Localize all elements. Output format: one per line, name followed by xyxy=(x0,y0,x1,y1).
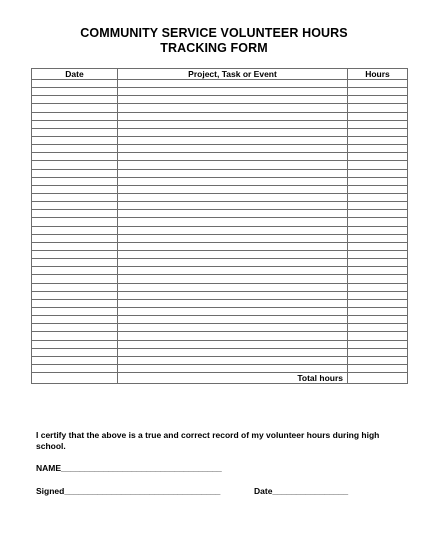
table-row xyxy=(32,259,408,267)
table-row xyxy=(32,299,408,307)
table-row xyxy=(32,161,408,169)
hours-cell[interactable] xyxy=(348,259,408,267)
table-row xyxy=(32,185,408,193)
column-header-hours: Hours xyxy=(348,69,408,80)
hours-cell[interactable] xyxy=(348,242,408,250)
column-header-project: Project, Task or Event xyxy=(118,69,348,80)
table-row xyxy=(32,348,408,356)
table-row xyxy=(32,275,408,283)
hours-cell[interactable] xyxy=(348,145,408,153)
hours-cell[interactable] xyxy=(348,299,408,307)
project-cell[interactable] xyxy=(118,364,348,372)
hours-cell[interactable] xyxy=(348,267,408,275)
hours-cell[interactable] xyxy=(348,316,408,324)
table-row xyxy=(32,234,408,242)
date-cell[interactable] xyxy=(32,88,118,96)
total-hours-cell[interactable] xyxy=(348,373,408,384)
form-title-line-1: COMMUNITY SERVICE VOLUNTEER HOURS xyxy=(80,26,348,40)
date-cell[interactable] xyxy=(32,250,118,258)
signature-field[interactable]: Signed_________________________________ xyxy=(36,486,221,496)
date-cell[interactable] xyxy=(32,202,118,210)
date-cell[interactable] xyxy=(32,104,118,112)
hours-cell[interactable] xyxy=(348,210,408,218)
project-cell[interactable] xyxy=(118,218,348,226)
date-cell[interactable] xyxy=(32,348,118,356)
project-cell[interactable] xyxy=(118,348,348,356)
table-row xyxy=(32,193,408,201)
hours-cell[interactable] xyxy=(348,185,408,193)
table-row xyxy=(32,332,408,340)
table-row xyxy=(32,364,408,372)
date-cell[interactable] xyxy=(32,226,118,234)
project-cell[interactable] xyxy=(118,283,348,291)
table-row xyxy=(32,153,408,161)
date-cell[interactable] xyxy=(32,80,118,88)
date-cell[interactable] xyxy=(32,275,118,283)
table-row xyxy=(32,242,408,250)
project-cell[interactable] xyxy=(118,153,348,161)
total-hours-label: Total hours xyxy=(118,373,348,384)
date-cell[interactable] xyxy=(32,364,118,372)
date-cell[interactable] xyxy=(32,340,118,348)
form-title-line-2: TRACKING FORM xyxy=(160,41,268,55)
hours-cell[interactable] xyxy=(348,307,408,315)
hours-cell[interactable] xyxy=(348,104,408,112)
hours-cell[interactable] xyxy=(348,80,408,88)
project-cell[interactable] xyxy=(118,169,348,177)
project-cell[interactable] xyxy=(118,299,348,307)
column-header-date: Date xyxy=(32,69,118,80)
date-cell[interactable] xyxy=(32,234,118,242)
hours-cell[interactable] xyxy=(348,324,408,332)
date-cell[interactable] xyxy=(32,210,118,218)
date-cell[interactable] xyxy=(32,161,118,169)
table-row xyxy=(32,283,408,291)
project-cell[interactable] xyxy=(118,128,348,136)
project-cell[interactable] xyxy=(118,356,348,364)
date-cell[interactable] xyxy=(32,112,118,120)
date-cell[interactable] xyxy=(32,96,118,104)
table-row xyxy=(32,120,408,128)
date-cell[interactable] xyxy=(32,169,118,177)
project-cell[interactable] xyxy=(118,291,348,299)
date-cell[interactable] xyxy=(32,136,118,144)
project-cell[interactable] xyxy=(118,316,348,324)
total-blank-cell xyxy=(32,373,118,384)
project-cell[interactable] xyxy=(118,96,348,104)
date-cell[interactable] xyxy=(32,299,118,307)
date-cell[interactable] xyxy=(32,128,118,136)
project-cell[interactable] xyxy=(118,145,348,153)
date-cell[interactable] xyxy=(32,307,118,315)
project-cell[interactable] xyxy=(118,185,348,193)
table-row xyxy=(32,177,408,185)
table-row xyxy=(32,88,408,96)
hours-cell[interactable] xyxy=(348,234,408,242)
table-row xyxy=(32,356,408,364)
table-body xyxy=(32,80,408,384)
project-cell[interactable] xyxy=(118,104,348,112)
project-cell[interactable] xyxy=(118,324,348,332)
table-row xyxy=(32,136,408,144)
hours-cell[interactable] xyxy=(348,120,408,128)
date-field[interactable]: Date________________ xyxy=(254,486,349,496)
hours-cell[interactable] xyxy=(348,226,408,234)
date-cell[interactable] xyxy=(32,185,118,193)
date-cell[interactable] xyxy=(32,283,118,291)
project-cell[interactable] xyxy=(118,275,348,283)
table-row xyxy=(32,324,408,332)
table-row xyxy=(32,210,408,218)
date-cell[interactable] xyxy=(32,332,118,340)
project-cell[interactable] xyxy=(118,267,348,275)
date-cell[interactable] xyxy=(32,120,118,128)
hours-cell[interactable] xyxy=(348,356,408,364)
hours-cell[interactable] xyxy=(348,161,408,169)
project-cell[interactable] xyxy=(118,88,348,96)
hours-cell[interactable] xyxy=(348,153,408,161)
table-row xyxy=(32,104,408,112)
hours-cell[interactable] xyxy=(348,96,408,104)
date-cell[interactable] xyxy=(32,242,118,250)
total-row xyxy=(32,373,408,384)
table-row xyxy=(32,202,408,210)
table-row xyxy=(32,340,408,348)
date-cell[interactable] xyxy=(32,193,118,201)
date-cell[interactable] xyxy=(32,259,118,267)
project-cell[interactable] xyxy=(118,259,348,267)
hours-cell[interactable] xyxy=(348,218,408,226)
project-cell[interactable] xyxy=(118,80,348,88)
project-cell[interactable] xyxy=(118,161,348,169)
table-row xyxy=(32,267,408,275)
table-row xyxy=(32,112,408,120)
date-cell[interactable] xyxy=(32,324,118,332)
table-row xyxy=(32,169,408,177)
project-cell[interactable] xyxy=(118,332,348,340)
date-cell[interactable] xyxy=(32,267,118,275)
hours-cell[interactable] xyxy=(348,112,408,120)
project-cell[interactable] xyxy=(118,250,348,258)
hours-cell[interactable] xyxy=(348,332,408,340)
project-cell[interactable] xyxy=(118,120,348,128)
table-row xyxy=(32,291,408,299)
date-cell[interactable] xyxy=(32,356,118,364)
hours-cell[interactable] xyxy=(348,128,408,136)
hours-cell[interactable] xyxy=(348,348,408,356)
date-cell[interactable] xyxy=(32,291,118,299)
project-cell[interactable] xyxy=(118,136,348,144)
certification-text: I certify that the above is a true and correct record of my volunteer hours during high school. xyxy=(36,430,380,451)
table-row xyxy=(32,145,408,153)
project-cell[interactable] xyxy=(118,307,348,315)
hours-cell[interactable] xyxy=(348,202,408,210)
hours-cell[interactable] xyxy=(348,283,408,291)
hours-cell[interactable] xyxy=(348,177,408,185)
project-cell[interactable] xyxy=(118,234,348,242)
hours-cell[interactable] xyxy=(348,250,408,258)
project-cell[interactable] xyxy=(118,112,348,120)
hours-table xyxy=(31,68,408,384)
hours-cell[interactable] xyxy=(348,169,408,177)
table-row xyxy=(32,250,408,258)
table-row xyxy=(32,128,408,136)
project-cell[interactable] xyxy=(118,202,348,210)
project-cell[interactable] xyxy=(118,193,348,201)
table-row xyxy=(32,218,408,226)
hours-cell[interactable] xyxy=(348,275,408,283)
date-cell[interactable] xyxy=(32,153,118,161)
hours-cell[interactable] xyxy=(348,291,408,299)
date-cell[interactable] xyxy=(32,218,118,226)
hours-cell[interactable] xyxy=(348,136,408,144)
hours-cell[interactable] xyxy=(348,88,408,96)
table-row xyxy=(32,307,408,315)
table-row xyxy=(32,316,408,324)
table-row xyxy=(32,226,408,234)
hours-cell[interactable] xyxy=(348,340,408,348)
date-cell[interactable] xyxy=(32,177,118,185)
date-cell[interactable] xyxy=(32,316,118,324)
project-cell[interactable] xyxy=(118,177,348,185)
header-row xyxy=(32,69,408,80)
hours-cell[interactable] xyxy=(348,364,408,372)
project-cell[interactable] xyxy=(118,340,348,348)
table-row xyxy=(32,96,408,104)
date-cell[interactable] xyxy=(32,145,118,153)
project-cell[interactable] xyxy=(118,226,348,234)
project-cell[interactable] xyxy=(118,242,348,250)
name-field[interactable]: NAME__________________________________ xyxy=(36,463,222,473)
project-cell[interactable] xyxy=(118,210,348,218)
table-row xyxy=(32,80,408,88)
hours-cell[interactable] xyxy=(348,193,408,201)
